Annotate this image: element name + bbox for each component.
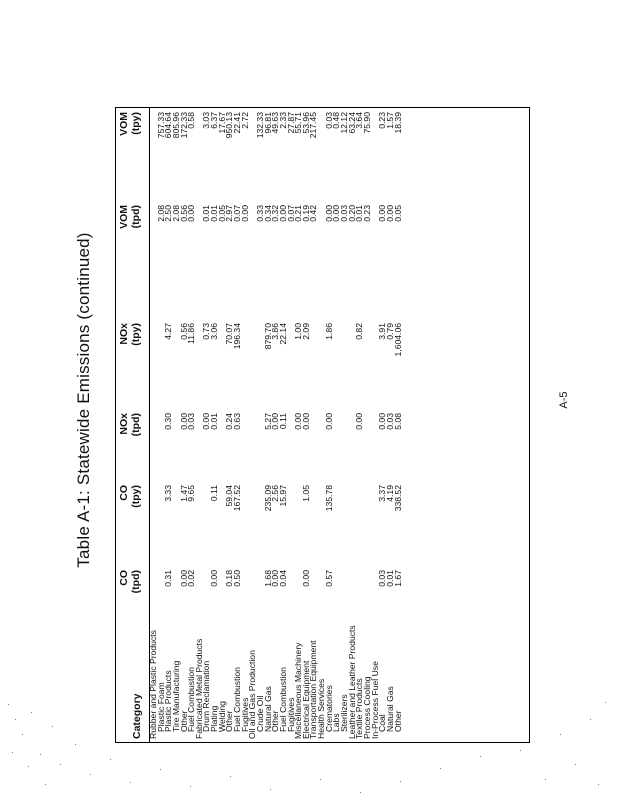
cell-co-tpy: 135.78: [323, 485, 334, 512]
row-category: Fugitives: [239, 697, 250, 732]
cell-vom-tpy: 75.90: [361, 112, 372, 134]
row-category: Welding: [216, 701, 227, 732]
table-title: Table A-1: Statewide Emissions (continued): [74, 232, 93, 568]
cell-co-tpd: 0.57: [323, 570, 334, 587]
cell-nox-tpy: 1.00: [293, 323, 304, 340]
cell-nox-tpy: 0.56: [178, 323, 189, 340]
cell-nox-tpd: 0.63: [232, 413, 243, 430]
row-category: Other: [224, 710, 235, 732]
cell-vom-tpy: 63.24: [346, 112, 357, 134]
cell-vom-tpd: 0.00: [323, 205, 334, 222]
cell-vom-tpy: 805.96: [170, 112, 181, 139]
cell-nox-tpy: 3.91: [377, 323, 388, 340]
table-row: [392, 108, 403, 742]
cell-vom-tpd: 0.00: [239, 205, 250, 222]
cell-vom-tpy: 0.23: [377, 112, 388, 129]
cell-vom-tpd: 0.00: [186, 205, 197, 222]
cell-vom-tpy: 53.96: [300, 112, 311, 134]
cell-nox-tpy: 1,604.06: [392, 323, 403, 357]
cell-nox-tpy: 3.86: [270, 323, 281, 340]
cell-nox-tpd: 0.00: [377, 413, 388, 430]
cell-vom-tpd: 0.32: [270, 205, 281, 222]
cell-nox-tpd: 0.03: [186, 413, 197, 430]
cell-nox-tpy: 1.86: [323, 323, 334, 340]
cell-nox-tpy: 4.27: [163, 323, 174, 340]
table-header: [116, 108, 150, 742]
cell-nox-tpy: 70.07: [224, 323, 235, 345]
cell-co-tpd: 0.18: [224, 570, 235, 587]
cell-nox-tpd: 0.00: [354, 413, 365, 430]
cell-vom-tpd: 0.03: [339, 205, 350, 222]
cell-co-tpy: 1.05: [300, 485, 311, 502]
cell-co-tpd: 0.00: [209, 570, 220, 587]
cell-vom-tpd: 2.08: [155, 205, 166, 222]
row-category: Process Cooling: [361, 676, 372, 739]
table-row: [323, 108, 334, 742]
cell-vom-tpy: 172.33: [178, 112, 189, 139]
row-category: In-Process Fuel Use: [369, 661, 380, 739]
cell-co-tpd: 0.03: [377, 570, 388, 587]
cell-co-tpd: 1.67: [392, 570, 403, 587]
cell-nox-tpy: 2.09: [300, 323, 311, 340]
header-category: Category: [131, 693, 143, 739]
cell-nox-tpd: 0.00: [323, 413, 334, 430]
cell-vom-tpd: 0.01: [354, 205, 365, 222]
table-row: [249, 108, 257, 742]
row-category: Leather and Leather Products: [346, 625, 357, 739]
cell-vom-tpy: 0.03: [323, 112, 334, 129]
page-number: A-5: [558, 391, 570, 409]
cell-nox-tpy: 22.14: [277, 323, 288, 345]
cell-co-tpd: 0.00: [300, 570, 311, 587]
row-category: Textile Products: [354, 678, 365, 739]
cell-nox-tpd: 0.24: [224, 413, 235, 430]
cell-vom-tpd: 0.07: [285, 205, 296, 222]
cell-co-tpy: 338.52: [392, 485, 403, 512]
cell-co-tpd: 0.31: [163, 570, 174, 587]
cell-co-tpy: 15.97: [277, 485, 288, 507]
row-category: Plastic Foam: [155, 682, 166, 732]
cell-co-tpy: 0.11: [209, 485, 220, 502]
row-category: Fuel Combustion: [277, 667, 288, 732]
cell-nox-tpy: 196.34: [232, 323, 243, 350]
cell-vom-tpy: 17.67: [216, 112, 227, 134]
table-body: [150, 108, 402, 742]
cell-vom-tpy: 55.71: [293, 112, 304, 134]
cell-vom-tpy: 2.33: [277, 112, 288, 129]
cell-vom-tpd: 2.97: [224, 205, 235, 222]
cell-vom-tpd: 0.00: [384, 205, 395, 222]
row-category: Plating: [209, 705, 220, 732]
header-vom-tpy: VOM (tpy): [118, 112, 142, 136]
row-category: Sterilizers: [339, 694, 350, 732]
cell-nox-tpd: 0.00: [201, 413, 212, 430]
header-co-tpy: CO (tpy): [118, 485, 142, 508]
cell-nox-tpd: 0.00: [300, 413, 311, 430]
cell-nox-tpy: 11.86: [186, 323, 197, 344]
row-category: Coal: [377, 714, 388, 732]
table-row: [356, 108, 364, 742]
cell-vom-tpd: 2.08: [170, 205, 181, 222]
row-category: Electrical Equipment: [300, 660, 311, 739]
cell-nox-tpy: 0.73: [201, 323, 212, 340]
cell-vom-tpd: 0.00: [377, 205, 388, 222]
cell-co-tpy: 9.65: [186, 485, 197, 502]
cell-vom-tpd: 0.01: [209, 205, 220, 222]
cell-vom-tpy: 217.45: [308, 112, 319, 139]
cell-vom-tpy: 0.48: [331, 112, 342, 129]
row-category: Tire Manufacturing: [170, 660, 181, 732]
cell-vom-tpd: 0.56: [178, 205, 189, 222]
cell-vom-tpd: 0.05: [216, 205, 227, 222]
cell-co-tpd: 0.00: [270, 570, 281, 587]
cell-nox-tpd: 0.00: [293, 413, 304, 430]
row-category: Transportation Equipment: [308, 640, 319, 739]
row-category: Other: [178, 710, 189, 732]
cell-co-tpy: 235.09: [262, 485, 273, 512]
row-category: Health Services: [316, 678, 327, 739]
emissions-table: [115, 107, 530, 743]
row-category: Other: [392, 710, 403, 732]
table-row: [211, 108, 219, 742]
cell-co-tpd: 0.50: [232, 570, 243, 587]
cell-vom-tpy: 49.63: [270, 112, 281, 134]
cell-nox-tpd: 0.01: [209, 413, 220, 430]
row-category: Rubber and Plastic Products: [148, 630, 158, 739]
row-category: Oil and Gas Production: [247, 650, 258, 739]
cell-nox-tpd: 0.30: [163, 413, 174, 430]
table-row: [310, 108, 318, 742]
cell-vom-tpd: 2.50: [163, 205, 174, 222]
cell-vom-tpy: 22.41: [232, 112, 243, 134]
cell-nox-tpd: 5.27: [262, 413, 273, 430]
cell-co-tpd: 1.68: [262, 570, 273, 587]
cell-vom-tpy: 6.37: [209, 112, 220, 129]
cell-vom-tpd: 0.21: [293, 205, 304, 222]
cell-co-tpd: 0.01: [384, 570, 395, 587]
cell-co-tpy: 59.04: [224, 485, 235, 507]
cell-co-tpy: 3.37: [377, 485, 388, 502]
header-vom-tpd: VOM (tpd): [118, 205, 142, 229]
row-category: Crematories: [323, 685, 334, 732]
cell-nox-tpy: 0.82: [354, 323, 365, 340]
row-category: Plastic Products: [163, 670, 174, 732]
table-row: [277, 108, 288, 742]
cell-vom-tpd: 0.20: [346, 205, 357, 222]
cell-vom-tpy: 3.03: [201, 112, 212, 129]
cell-co-tpy: 4.19: [384, 485, 395, 502]
header-nox-tpd: NOx (tpd): [118, 413, 142, 437]
cell-vom-tpy: 12.12: [339, 112, 350, 134]
header-co-tpd: CO (tpd): [118, 570, 142, 594]
row-category: Other: [270, 710, 281, 732]
cell-vom-tpd: 0.42: [308, 205, 319, 222]
cell-vom-tpy: 27.87: [285, 112, 296, 134]
cell-nox-tpd: 0.00: [270, 413, 281, 430]
cell-vom-tpd: 0.07: [232, 205, 243, 222]
cell-vom-tpy: 132.33: [254, 112, 265, 139]
row-category: Drum Reclamation: [201, 660, 212, 732]
cell-nox-tpy: 0.79: [384, 323, 395, 340]
row-category: Fabricated Metal Products: [193, 638, 204, 739]
cell-nox-tpy: 3.06: [209, 323, 220, 340]
cell-vom-tpy: 1.57: [384, 112, 395, 129]
cell-nox-tpd: 5.08: [392, 413, 403, 430]
row-category: Crude Oil: [254, 695, 265, 732]
cell-vom-tpd: 0.19: [300, 205, 311, 222]
row-category: Fuel Combustion: [232, 667, 243, 732]
cell-co-tpd: 0.02: [186, 570, 197, 587]
cell-nox-tpd: 0.03: [384, 413, 395, 430]
row-category: Fuel Combustion: [186, 667, 197, 732]
cell-nox-tpd: 0.11: [277, 413, 288, 430]
cell-vom-tpy: 3.64: [354, 112, 365, 129]
cell-vom-tpd: 0.33: [254, 205, 265, 222]
cell-vom-tpd: 0.23: [361, 205, 372, 222]
cell-co-tpd: 0.00: [178, 570, 189, 587]
row-category: Miscellaneous Machinery: [293, 642, 304, 739]
cell-vom-tpd: 0.05: [392, 205, 403, 222]
row-category: Natural Gas: [384, 686, 395, 732]
row-category: Natural Gas: [262, 686, 273, 732]
cell-vom-tpy: 0.58: [186, 112, 197, 129]
cell-vom-tpd: 0.00: [331, 205, 342, 222]
row-category: Fugitives: [285, 697, 296, 732]
table-row: [361, 108, 372, 742]
header-nox-tpy: NOx (tpy): [118, 323, 142, 346]
cell-co-tpy: 167.52: [232, 485, 243, 512]
table-row: [150, 108, 158, 742]
cell-co-tpy: 1.47: [178, 485, 189, 502]
cell-vom-tpy: 96.81: [262, 112, 273, 134]
cell-vom-tpy: 757.33: [155, 112, 166, 139]
cell-nox-tpd: 0.00: [178, 413, 189, 430]
cell-vom-tpy: 2.72: [239, 112, 250, 129]
cell-nox-tpy: 879.70: [262, 323, 273, 350]
cell-co-tpy: 3.33: [163, 485, 174, 502]
table-row: [333, 108, 341, 742]
cell-vom-tpy: 950.13: [224, 112, 235, 139]
cell-vom-tpd: 0.01: [201, 205, 212, 222]
table-row: [165, 108, 173, 742]
cell-vom-tpy: 18.39: [392, 112, 403, 134]
cell-co-tpy: 2.56: [270, 485, 281, 502]
cell-vom-tpd: 0.34: [262, 205, 273, 222]
cell-vom-tpy: 604.64: [163, 112, 174, 139]
table-row: [234, 108, 242, 742]
scan-noise: [0, 664, 619, 800]
cell-co-tpd: 0.04: [277, 570, 288, 587]
row-category: Labs: [331, 713, 342, 732]
table-row: [239, 108, 250, 742]
cell-vom-tpd: 0.00: [277, 205, 288, 222]
